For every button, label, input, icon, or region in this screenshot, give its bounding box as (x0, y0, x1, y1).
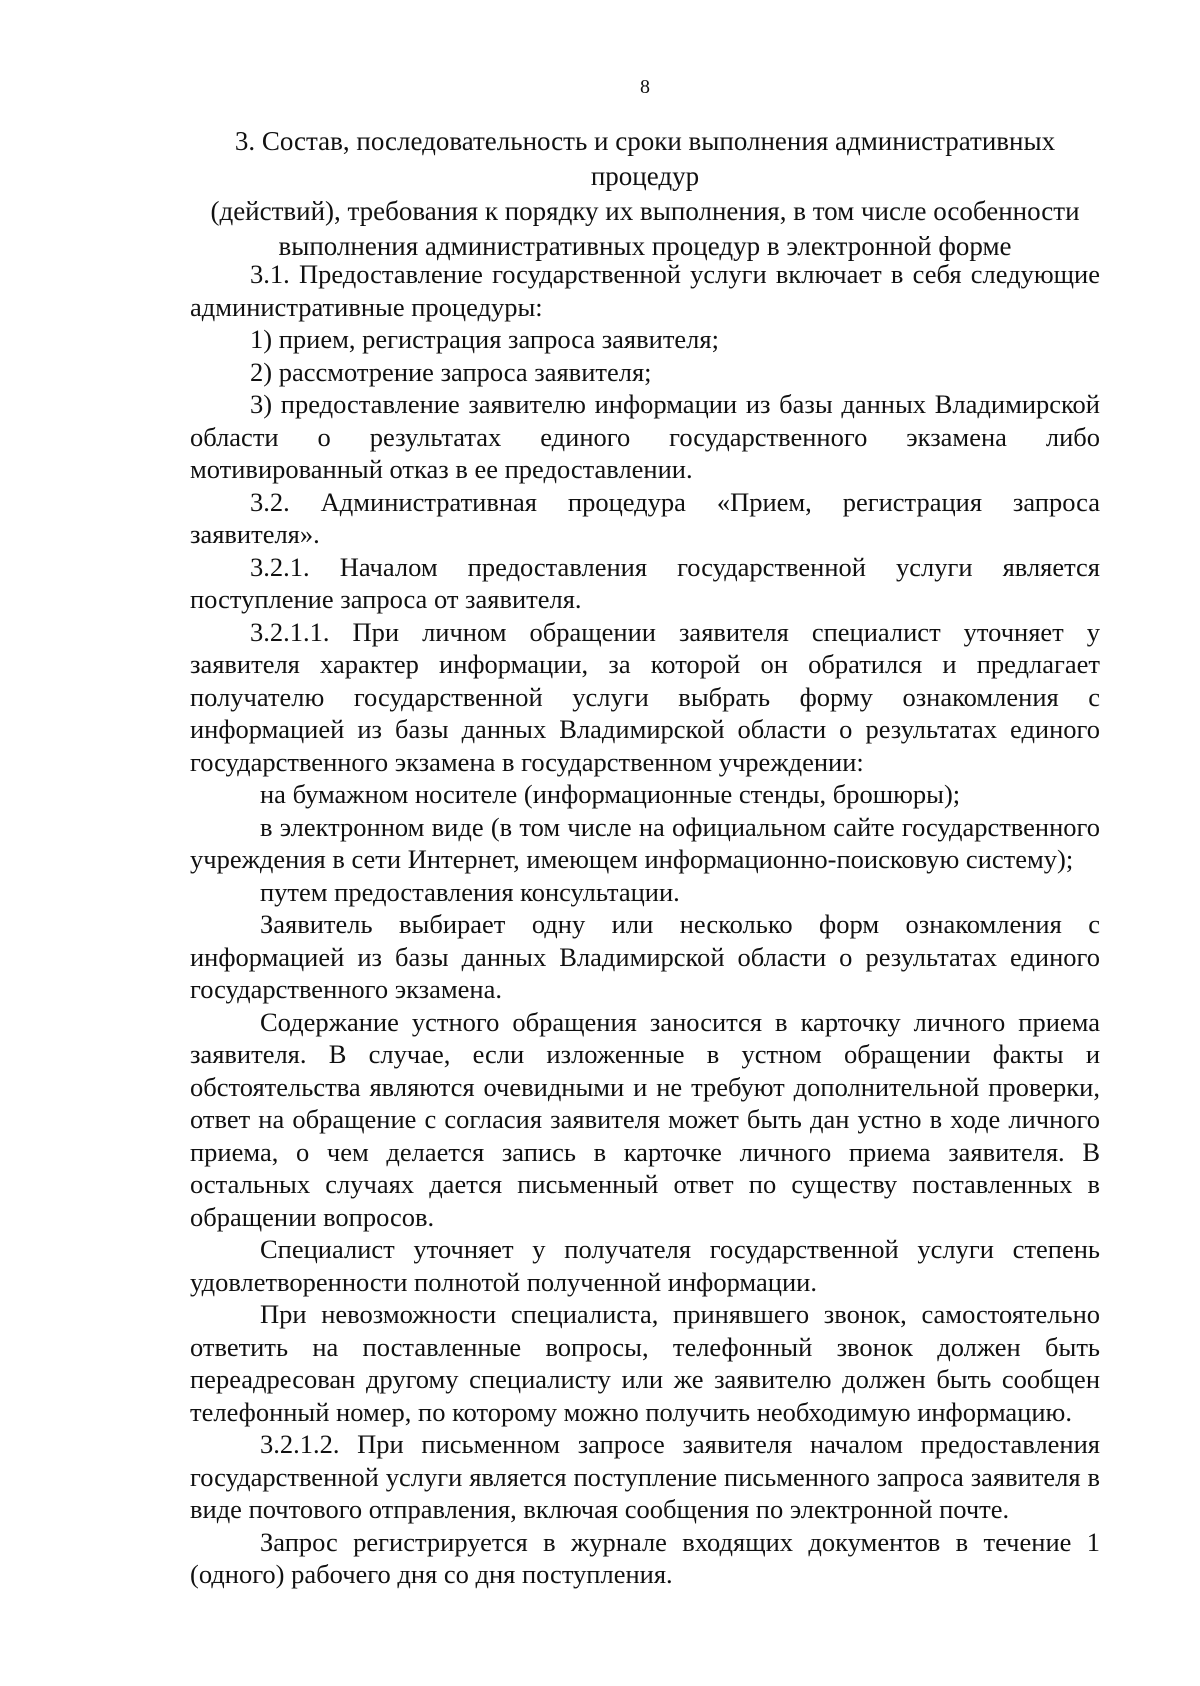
paragraph-oral-request: Содержание устного обращения заносится в карточку личного приема заявителя. В случае, если изложенные в устном обращении факты и обстоятельства являются очевидными и не требуют дополнительной проверки, ответ на обращение с согласия заявителя может быть дан устно в ходе личного приема, о чем делается запись в карточке личного приема заявителя. В остальных случаях дается письменный ответ по существу поставленных в обращении вопросов. (190, 1006, 1100, 1232)
document-body (190, 258, 1100, 1591)
paragraph-satisfaction: Специалист уточняет у получателя государственной услуги степень удовлетворенности полнотой полученной информации. (190, 1234, 1100, 1297)
section-title-line: выполнения административных процедур в электронной форме (278, 231, 1012, 261)
paragraph-3-2-1-2: 3.2.1.2. При письменном запросе заявителя началом предоставления государственной услуги является поступление письменного запроса заявителя в виде почтового отправления, включая сообщения по электронной почте. (190, 1429, 1100, 1524)
section-title (190, 124, 1100, 264)
form-option-electronic: в электронном виде (в том числе на официальном сайте государственного учреждения в сети Интернет, имеющем информационно-поисковую систему); (190, 811, 1100, 874)
section-title-line: (действий), требования к порядку их выполнения, в том числе особенности (210, 196, 1080, 226)
paragraph-3-2-1: 3.2.1. Началом предоставления государственной услуги является поступление запроса от заявителя. (190, 551, 1100, 614)
page-number: 8 (640, 76, 650, 98)
paragraph-call-redirect: При невозможности специалиста, принявшего звонок, самостоятельно ответить на поставленные вопросы, телефонный звонок должен быть переадресован другому специалисту или же заявителю должен быть сообщен телефонный номер, по которому можно получить необходимую информацию. (190, 1299, 1100, 1427)
form-option-paper: на бумажном носителе (информационные стенды, брошюры); (260, 779, 961, 809)
paragraph-3-2: 3.2. Административная процедура «Прием, регистрация запроса заявителя». (190, 486, 1100, 549)
form-option-consultation: путем предоставления консультации. (260, 876, 680, 907)
section-title-line: 3. Состав, последовательность и сроки выполнения административных процедур (234, 126, 1056, 191)
paragraph-applicant-choice: Заявитель выбирает одну или несколько форм ознакомления с информацией из базы данных Владимирской области о результатах единого государственного экзамена. (190, 909, 1100, 1004)
paragraph-registration: Запрос регистрируется в журнале входящих документов в течение 1 (одного) рабочего дня со дня поступления. (190, 1526, 1100, 1589)
paragraph-3-1: 3.1. Предоставление государственной услуги включает в себя следующие административные процедуры: (190, 259, 1100, 322)
paragraph-3-2-1-1: 3.2.1.1. При личном обращении заявителя специалист уточняет у заявителя характер информации, за которой он обратился и предлагает получателю государственной услуги выбрать форму ознакомления с информацией из базы данных Владимирской области о результатах единого государственного экзамена в государственном учреждении: (190, 616, 1100, 777)
list-item-2: 2) рассмотрение запроса заявителя; (250, 356, 652, 387)
list-item-3: 3) предоставление заявителю информации из базы данных Владимирской области о результатах единого государственного экзамена либо мотивированный отказ в ее предоставлении. (190, 389, 1100, 484)
list-item-1: 1) прием, регистрация запроса заявителя; (250, 324, 719, 354)
